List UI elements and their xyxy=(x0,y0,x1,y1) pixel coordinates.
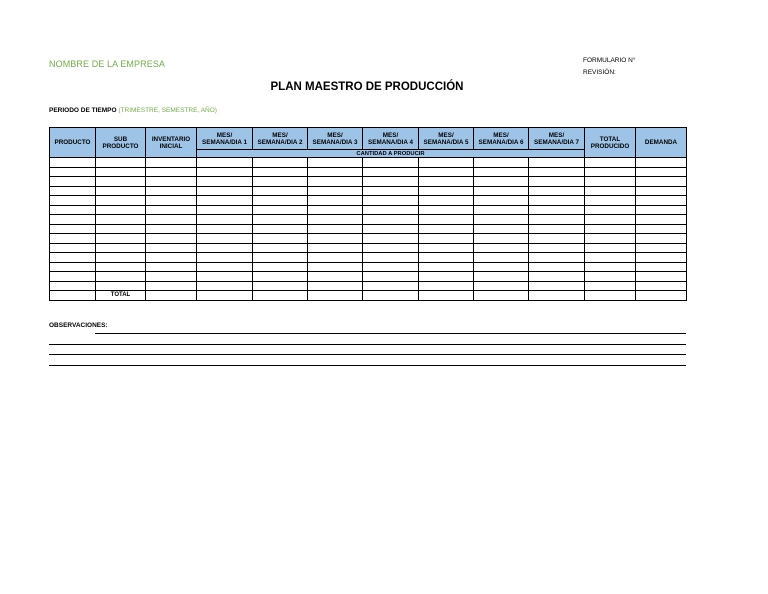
table-cell[interactable] xyxy=(146,234,197,244)
table-cell[interactable] xyxy=(50,177,96,187)
table-cell[interactable] xyxy=(50,272,96,282)
table-cell[interactable] xyxy=(419,196,474,206)
table-cell[interactable] xyxy=(146,196,197,206)
table-cell[interactable] xyxy=(529,196,585,206)
table-cell[interactable] xyxy=(419,234,474,244)
table-cell[interactable] xyxy=(419,281,474,291)
table-cell[interactable] xyxy=(197,224,253,234)
table-cell[interactable] xyxy=(636,243,687,253)
table-cell[interactable] xyxy=(308,224,363,234)
table-cell[interactable] xyxy=(96,262,146,272)
table-cell[interactable] xyxy=(308,243,363,253)
table-cell[interactable] xyxy=(419,186,474,196)
table-cell[interactable] xyxy=(197,186,253,196)
total-cell[interactable] xyxy=(50,291,96,301)
table-body xyxy=(50,158,687,301)
table-cell[interactable] xyxy=(529,167,585,177)
table-cell[interactable] xyxy=(197,215,253,225)
table-cell[interactable] xyxy=(146,253,197,263)
header-inventario: INVENTARIO INICIAL xyxy=(146,128,197,158)
table-cell[interactable] xyxy=(253,158,308,168)
table-cell[interactable] xyxy=(253,262,308,272)
table-cell[interactable] xyxy=(308,215,363,225)
table-cell[interactable] xyxy=(419,243,474,253)
total-cell[interactable] xyxy=(474,291,529,301)
total-cell[interactable] xyxy=(308,291,363,301)
table-row xyxy=(50,272,687,282)
table-cell[interactable] xyxy=(636,177,687,187)
table-cell[interactable] xyxy=(197,196,253,206)
table-cell[interactable] xyxy=(308,262,363,272)
table-cell[interactable] xyxy=(253,205,308,215)
table-row xyxy=(50,253,687,263)
table-cell[interactable] xyxy=(96,196,146,206)
table-cell[interactable] xyxy=(419,158,474,168)
table-row xyxy=(50,196,687,206)
table-cell[interactable] xyxy=(146,158,197,168)
total-row xyxy=(50,291,687,301)
table-cell[interactable] xyxy=(474,177,529,187)
table-cell[interactable] xyxy=(474,243,529,253)
table-cell[interactable] xyxy=(585,205,636,215)
observation-line[interactable] xyxy=(49,365,686,366)
table-cell[interactable] xyxy=(197,243,253,253)
table-cell[interactable] xyxy=(585,243,636,253)
table-cell[interactable] xyxy=(253,253,308,263)
production-plan-table xyxy=(49,127,687,301)
table-cell[interactable] xyxy=(636,253,687,263)
table-row xyxy=(50,243,687,253)
table-cell[interactable] xyxy=(636,262,687,272)
total-cell[interactable] xyxy=(197,291,253,301)
table-cell[interactable] xyxy=(197,234,253,244)
table-cell[interactable] xyxy=(197,253,253,263)
table-cell[interactable] xyxy=(253,224,308,234)
table-cell[interactable] xyxy=(308,205,363,215)
header-period-3 xyxy=(308,128,363,150)
period-2-line1: MES/ xyxy=(272,131,288,139)
table-cell[interactable] xyxy=(253,196,308,206)
table-cell[interactable] xyxy=(96,224,146,234)
period-hint: (TRIMESTRE, SEMESTRE, AÑO) xyxy=(118,107,217,114)
total-cell[interactable] xyxy=(146,291,197,301)
form-number-label: FORMULARIO N° xyxy=(583,57,636,64)
table-cell[interactable] xyxy=(585,158,636,168)
table-cell[interactable] xyxy=(50,186,96,196)
table-cell[interactable] xyxy=(363,205,419,215)
table-cell[interactable] xyxy=(197,281,253,291)
table-row xyxy=(50,215,687,225)
table-cell[interactable] xyxy=(363,272,419,282)
total-cell[interactable] xyxy=(363,291,419,301)
table-cell[interactable] xyxy=(529,234,585,244)
table-cell[interactable] xyxy=(363,167,419,177)
table-cell[interactable] xyxy=(197,272,253,282)
period-3-line1: MES/ xyxy=(327,131,343,139)
table-cell[interactable] xyxy=(146,215,197,225)
table-cell[interactable] xyxy=(50,167,96,177)
table-cell[interactable] xyxy=(636,205,687,215)
table-cell[interactable] xyxy=(96,167,146,177)
table-cell[interactable] xyxy=(96,158,146,168)
table-cell[interactable] xyxy=(474,234,529,244)
table-cell[interactable] xyxy=(529,158,585,168)
table-cell[interactable] xyxy=(253,243,308,253)
table-row xyxy=(50,158,687,168)
table-cell[interactable] xyxy=(146,281,197,291)
table-cell[interactable] xyxy=(474,272,529,282)
table-cell[interactable] xyxy=(474,167,529,177)
table-cell[interactable] xyxy=(529,253,585,263)
table-cell[interactable] xyxy=(474,205,529,215)
period-1-line1: MES/ xyxy=(216,131,233,139)
header-period-4 xyxy=(363,128,419,150)
table-cell[interactable] xyxy=(197,177,253,187)
table-cell[interactable] xyxy=(96,215,146,225)
period-6-line1: MES/ xyxy=(493,131,509,139)
table-row xyxy=(50,281,687,291)
table-cell[interactable] xyxy=(197,167,253,177)
table-cell[interactable] xyxy=(146,205,197,215)
table-row xyxy=(50,234,687,244)
table-cell[interactable] xyxy=(585,234,636,244)
table-row xyxy=(50,205,687,215)
table-cell[interactable] xyxy=(585,224,636,234)
table-cell[interactable] xyxy=(636,186,687,196)
period-7-line1: MES/ xyxy=(548,131,565,139)
table-cell[interactable] xyxy=(585,196,636,206)
table-cell[interactable] xyxy=(529,243,585,253)
table-cell[interactable] xyxy=(474,196,529,206)
table-cell[interactable] xyxy=(474,215,529,225)
period-6-line2: SEMANA/DIA 6 xyxy=(478,138,524,146)
table-cell[interactable] xyxy=(529,177,585,187)
table-cell[interactable] xyxy=(636,215,687,225)
period-5-line1: MES/ xyxy=(438,131,454,139)
table-cell[interactable] xyxy=(50,196,96,206)
table-cell[interactable] xyxy=(636,224,687,234)
table-cell[interactable] xyxy=(529,186,585,196)
table-cell[interactable] xyxy=(96,272,146,282)
table-cell[interactable] xyxy=(585,186,636,196)
period-1-line2: SEMANA/DIA 1 xyxy=(202,138,247,146)
table-cell[interactable] xyxy=(474,158,529,168)
table-cell[interactable] xyxy=(419,215,474,225)
table-cell[interactable] xyxy=(636,281,687,291)
table-row xyxy=(50,186,687,196)
table-cell[interactable] xyxy=(474,262,529,272)
table-cell[interactable] xyxy=(308,272,363,282)
table-cell[interactable] xyxy=(585,177,636,187)
table-cell[interactable] xyxy=(585,272,636,282)
table-row xyxy=(50,167,687,177)
table-cell[interactable] xyxy=(363,281,419,291)
table-cell[interactable] xyxy=(529,215,585,225)
table-cell[interactable] xyxy=(585,167,636,177)
table-cell[interactable] xyxy=(50,224,96,234)
table-cell[interactable] xyxy=(419,167,474,177)
table-cell[interactable] xyxy=(50,158,96,168)
table-cell[interactable] xyxy=(636,167,687,177)
table-cell[interactable] xyxy=(363,186,419,196)
table-row xyxy=(50,224,687,234)
table-cell[interactable] xyxy=(308,253,363,263)
header-period-2 xyxy=(253,128,308,150)
page-title: PLAN MAESTRO DE PRODUCCIÓN xyxy=(270,81,464,93)
total-label: TOTAL xyxy=(96,291,146,301)
table-cell[interactable] xyxy=(419,262,474,272)
table-cell[interactable] xyxy=(308,196,363,206)
table-cell[interactable] xyxy=(363,243,419,253)
table-cell[interactable] xyxy=(50,253,96,263)
table-cell[interactable] xyxy=(308,177,363,187)
table-row xyxy=(50,177,687,187)
table-cell[interactable] xyxy=(419,272,474,282)
period-5-line2: SEMANA/DIA 5 xyxy=(423,138,469,146)
header-period-5 xyxy=(419,128,474,150)
period-7-line2: SEMANA/DIA 7 xyxy=(534,138,579,146)
period-4-line2: SEMANA/DIA 4 xyxy=(368,138,413,146)
table-cell[interactable] xyxy=(363,158,419,168)
header-demanda: DEMANDA xyxy=(636,128,687,158)
table-cell[interactable] xyxy=(96,177,146,187)
table-cell[interactable] xyxy=(50,215,96,225)
table-cell[interactable] xyxy=(96,281,146,291)
table-cell[interactable] xyxy=(363,234,419,244)
table-cell[interactable] xyxy=(529,205,585,215)
table-cell[interactable] xyxy=(253,234,308,244)
table-cell[interactable] xyxy=(146,262,197,272)
table-cell[interactable] xyxy=(363,196,419,206)
table-cell[interactable] xyxy=(308,158,363,168)
table-cell[interactable] xyxy=(50,205,96,215)
header-period-7 xyxy=(529,128,585,150)
table-cell[interactable] xyxy=(308,234,363,244)
table-cell[interactable] xyxy=(96,186,146,196)
table-cell[interactable] xyxy=(96,243,146,253)
table-cell[interactable] xyxy=(636,234,687,244)
table-cell[interactable] xyxy=(146,272,197,282)
table-cell[interactable] xyxy=(96,253,146,263)
table-cell[interactable] xyxy=(529,272,585,282)
table-cell[interactable] xyxy=(636,196,687,206)
table-cell[interactable] xyxy=(419,253,474,263)
table-cell[interactable] xyxy=(363,253,419,263)
table-cell[interactable] xyxy=(585,215,636,225)
table-cell[interactable] xyxy=(474,253,529,263)
table-cell[interactable] xyxy=(146,167,197,177)
table-cell[interactable] xyxy=(308,186,363,196)
table-cell[interactable] xyxy=(474,281,529,291)
total-cell[interactable] xyxy=(585,291,636,301)
header-period-1 xyxy=(197,128,253,150)
table-cell[interactable] xyxy=(363,224,419,234)
header-subproducto: SUB PRODUCTO xyxy=(96,128,146,158)
table-cell[interactable] xyxy=(419,205,474,215)
table-cell[interactable] xyxy=(146,186,197,196)
total-cell[interactable] xyxy=(419,291,474,301)
table-cell[interactable] xyxy=(585,253,636,263)
table-cell[interactable] xyxy=(96,205,146,215)
table-cell[interactable] xyxy=(96,234,146,244)
header-period-6 xyxy=(474,128,529,150)
table-cell[interactable] xyxy=(529,262,585,272)
table-row xyxy=(50,262,687,272)
table-cell[interactable] xyxy=(363,262,419,272)
period-line xyxy=(49,107,217,114)
form-meta xyxy=(583,55,635,79)
table-cell[interactable] xyxy=(197,158,253,168)
table-cell[interactable] xyxy=(363,177,419,187)
table-cell[interactable] xyxy=(529,224,585,234)
table-cell[interactable] xyxy=(529,281,585,291)
period-3-line2: SEMANA/DIA 3 xyxy=(312,138,358,146)
observations-label: OBSERVACIONES: xyxy=(49,322,108,329)
period-label: PERIODO DE TIEMPO xyxy=(49,107,117,114)
period-2-line2: SEMANA/DIA 2 xyxy=(257,138,303,146)
header-cantidad-a-producir: CANTIDAD A PRODUCIR xyxy=(197,150,585,158)
company-name: NOMBRE DE LA EMPRESA xyxy=(49,59,166,69)
table-cell[interactable] xyxy=(474,186,529,196)
table-cell[interactable] xyxy=(146,224,197,234)
table-cell[interactable] xyxy=(146,177,197,187)
table-cell[interactable] xyxy=(50,281,96,291)
observation-line[interactable] xyxy=(49,354,686,355)
table-cell[interactable] xyxy=(197,205,253,215)
table-cell[interactable] xyxy=(419,224,474,234)
observation-line[interactable] xyxy=(95,333,686,334)
table-cell[interactable] xyxy=(636,272,687,282)
header-producto: PRODUCTO xyxy=(50,128,96,158)
total-cell[interactable] xyxy=(253,291,308,301)
table-cell[interactable] xyxy=(363,215,419,225)
table-cell[interactable] xyxy=(474,224,529,234)
table-cell[interactable] xyxy=(50,234,96,244)
table-cell[interactable] xyxy=(585,281,636,291)
table-cell[interactable] xyxy=(50,243,96,253)
revision-label: REVISIÓN: xyxy=(583,69,616,76)
table-cell[interactable] xyxy=(50,262,96,272)
table-cell[interactable] xyxy=(253,186,308,196)
table-cell[interactable] xyxy=(308,281,363,291)
observation-line[interactable] xyxy=(49,344,686,345)
total-cell[interactable] xyxy=(636,291,687,301)
table-cell[interactable] xyxy=(308,167,363,177)
table-cell[interactable] xyxy=(253,215,308,225)
period-4-line1: MES/ xyxy=(382,131,399,139)
table-cell[interactable] xyxy=(636,158,687,168)
table-cell[interactable] xyxy=(419,177,474,187)
table-cell[interactable] xyxy=(146,243,197,253)
table-cell[interactable] xyxy=(253,272,308,282)
table-cell[interactable] xyxy=(585,262,636,272)
table-cell[interactable] xyxy=(197,262,253,272)
table-cell[interactable] xyxy=(253,167,308,177)
table-cell[interactable] xyxy=(253,281,308,291)
header-total-producido: TOTAL PRODUCIDO xyxy=(585,128,636,158)
table-cell[interactable] xyxy=(253,177,308,187)
total-cell[interactable] xyxy=(529,291,585,301)
